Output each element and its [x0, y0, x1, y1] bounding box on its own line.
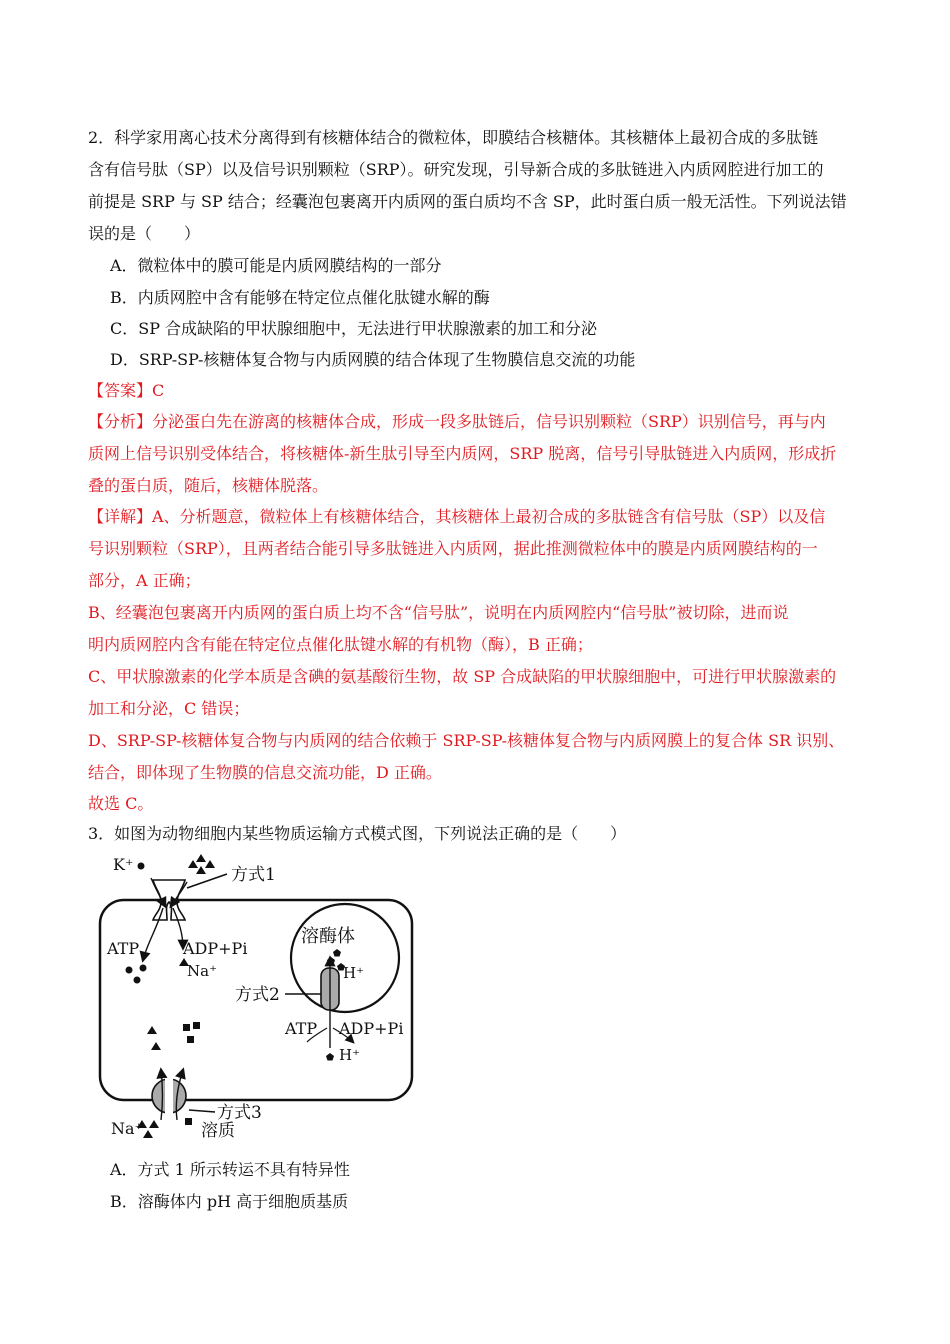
answer-line: 【答案】C — [88, 381, 165, 400]
analysis-line-2: 质网上信号识别受体结合，将核糖体-新生肽引导至内质网，SRP 脱离，信号引导肽链进入内质网，形成折 — [88, 444, 837, 463]
analysis-line-1: 【分析】分泌蛋白先在游离的核糖体合成，形成一段多肽链后，信号识别颗粒（SRP）识别信号，再与内 — [88, 412, 826, 431]
q3-option-a: A．方式 1 所示转运不具有特异性 — [110, 1160, 350, 1179]
mode1-transporter — [143, 878, 187, 960]
adp-label-2: ADP+Pi — [339, 1019, 404, 1038]
q3-option-b: B．溶酶体内 pH 高于细胞质基质 — [110, 1192, 349, 1211]
atp-label-2: ATP — [285, 1019, 318, 1038]
detail-line-9: 结合，即体现了生物膜的信息交流功能，D 正确。 — [88, 763, 442, 782]
detail-line-2: 号识别颗粒（SRP），且两者结合能引导多肽链进入内质网，据此推测微粒体中的膜是内质网膜结构的一 — [88, 539, 818, 558]
detail-line-7: 加工和分泌，C 错误； — [88, 699, 250, 718]
analysis-line-3: 叠的蛋白质，随后，核糖体脱落。 — [88, 476, 329, 495]
detail-line-8: D、SRP-SP-核糖体复合物与内质网的结合依赖于 SRP-SP-核糖体复合物与内质网膜上的复合体 SR 识别、 — [88, 731, 845, 750]
q2-option-c: C．SP 合成缺陷的甲状腺细胞中，无法进行甲状腺激素的加工和分泌 — [110, 319, 598, 338]
transport-diagram — [95, 848, 425, 1140]
na-label-1: Na⁺ — [187, 962, 217, 980]
q2-stem-line-4: 误的是（ ） — [88, 224, 201, 243]
detail-line-1: 【详解】A、分析题意，微粒体上有核糖体结合，其核糖体上最初合成的多肽链含有信号肽（SP）以及信 — [88, 507, 826, 526]
atp-label-1: ATP — [107, 939, 140, 958]
detail-line-3: 部分，A 正确； — [88, 571, 201, 590]
solute-label: 溶质 — [201, 1121, 235, 1140]
detail-line-4: B、经囊泡包裹离开内质网的蛋白质上均不含“信号肽”，说明在内质网腔内“信号肽”被切除，进而说 — [88, 603, 789, 622]
conclusion-line: 故选 C。 — [88, 794, 154, 813]
lysosome — [291, 904, 399, 1012]
lysosome-label: 溶酶体 — [301, 926, 355, 947]
q2-stem-line-3: 前提是 SRP 与 SP 结合；经囊泡包裹离开内质网的蛋白质均不含 SP，此时蛋白质一般无活性。下列说法错 — [88, 192, 847, 211]
na-triangles-top — [188, 854, 215, 874]
detail-line-6: C、甲状腺激素的化学本质是含碘的氨基酸衍生物，故 SP 合成缺陷的甲状腺细胞中，可进行甲状腺激素的 — [88, 667, 837, 686]
mode2-label: 方式2 — [235, 985, 280, 1005]
h-ion-outside: H⁺ — [339, 1046, 360, 1064]
mode1-label: 方式1 — [231, 865, 276, 885]
q3-stem: 3．如图为动物细胞内某些物质运输方式模式图，下列说法正确的是（ ） — [88, 824, 627, 843]
na-label-2: Na⁺ — [111, 1119, 143, 1138]
h-ion-inside: H⁺ — [343, 964, 364, 982]
k-ion-dot — [138, 863, 145, 870]
adp-label-1: ADP+Pi — [183, 939, 248, 958]
q2-option-a: A．微粒体中的膜可能是内质网膜结构的一部分 — [110, 256, 442, 275]
k-ion-label: K⁺ — [113, 855, 134, 874]
detail-line-5: 明内质网腔内含有能在特定位点催化肽键水解的有机物（酶），B 正确； — [88, 635, 593, 654]
q2-stem-line-2: 含有信号肽（SP）以及信号识别颗粒（SRP）。研究发现，引导新合成的多肽链进入内质网腔进行加工的 — [88, 160, 824, 179]
q2-option-d: D．SRP-SP-核糖体复合物与内质网膜的结合体现了生物膜信息交流的功能 — [110, 350, 636, 369]
q2-option-b: B．内质网腔中含有能够在特定位点催化肽键水解的酶 — [110, 288, 490, 307]
mode3-label: 方式3 — [217, 1103, 262, 1123]
q2-stem-line-1: 2．科学家用离心技术分离得到有核糖体结合的微粒体，即膜结合核糖体。其核糖体上最初合成的多肽链 — [88, 128, 819, 147]
mode3-transporter — [152, 1070, 186, 1120]
